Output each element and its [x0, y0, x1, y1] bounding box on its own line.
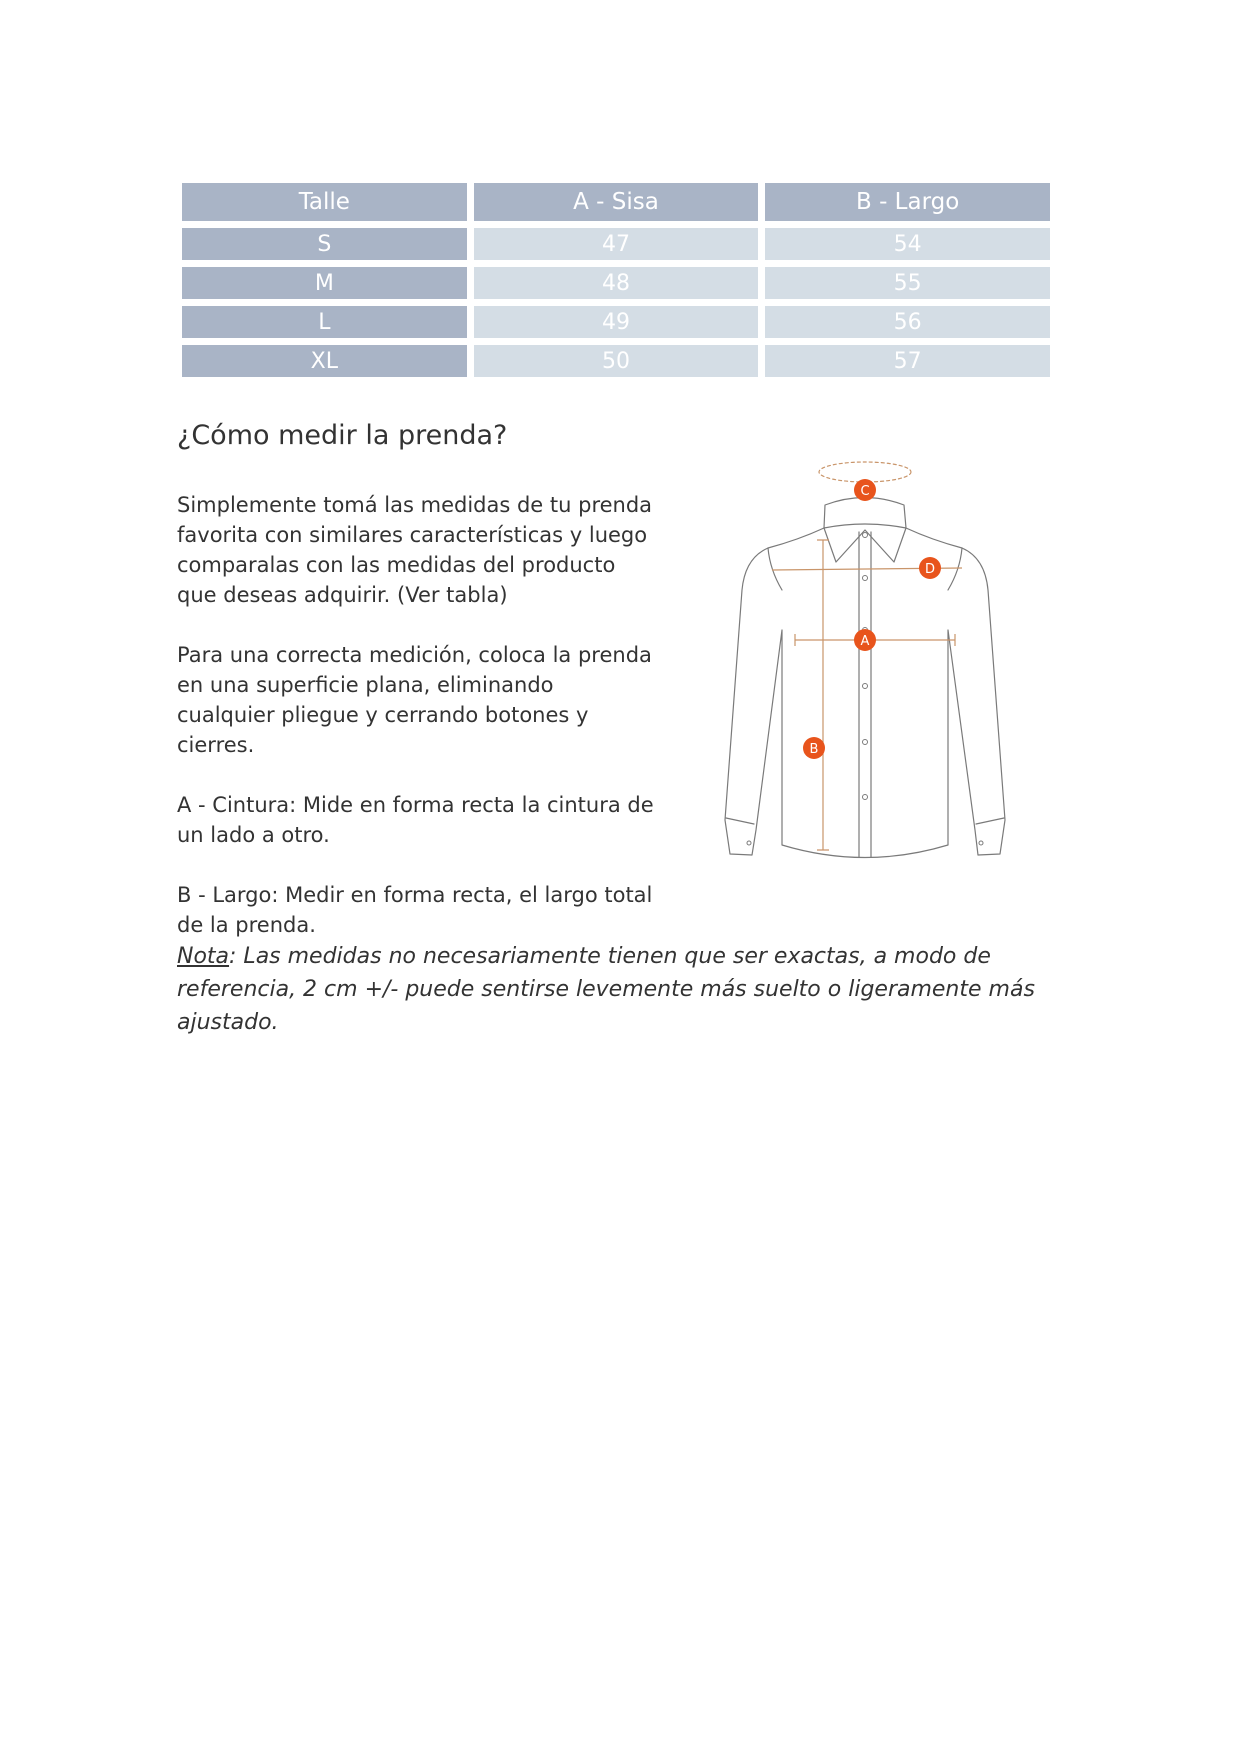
- table-row: [182, 228, 1050, 260]
- paragraph-largo: B - Largo: Medir en forma recta, el largo total de la prenda.: [177, 883, 653, 937]
- size-cell: M: [182, 267, 467, 299]
- table-header-row: [182, 183, 1050, 221]
- table-row: [182, 267, 1050, 299]
- note: [177, 940, 1067, 1039]
- instructions: [177, 490, 657, 970]
- marker-d: [919, 557, 941, 579]
- marker-b: [803, 737, 825, 759]
- largo-cell: 56: [765, 306, 1050, 338]
- size-table: [175, 176, 1057, 384]
- size-cell: XL: [182, 345, 467, 377]
- marker-c: [854, 479, 876, 501]
- size-cell: S: [182, 228, 467, 260]
- marker-a-label: A: [860, 634, 870, 649]
- paragraph-intro: Simplemente tomá las medidas de tu prenda favorita con similares características y luego comparalas con las medidas del producto que deseas adquirir. (Ver tabla): [177, 493, 653, 607]
- header-largo: B - Largo: [765, 183, 1050, 221]
- note-label: Nota: [177, 944, 230, 969]
- largo-cell: 57: [765, 345, 1050, 377]
- sisa-cell: 47: [474, 228, 759, 260]
- marker-a: [854, 629, 876, 651]
- marker-c-label: C: [860, 484, 870, 499]
- paragraph-method: Para una correcta medición, coloca la prenda en una superficie plana, eliminando cualquier pliegue y cerrando botones y cierres.: [177, 643, 652, 757]
- sisa-cell: 49: [474, 306, 759, 338]
- largo-cell: 54: [765, 228, 1050, 260]
- collar-points: [824, 528, 906, 562]
- header-sisa: A - Sisa: [474, 183, 759, 221]
- largo-cell: 55: [765, 267, 1050, 299]
- sisa-cell: 48: [474, 267, 759, 299]
- shirt-diagram: [690, 450, 1040, 910]
- note-text: : Las medidas no necesariamente tienen que ser exactas, a modo de referencia, 2 cm +/- puede sentirse levemente más suelto o ligeramente más ajustado.: [177, 944, 1035, 1035]
- table-row: [182, 306, 1050, 338]
- shirt-outline: [725, 528, 1005, 858]
- collar-band: [824, 498, 906, 529]
- sisa-cell: 50: [474, 345, 759, 377]
- right-cuff: [976, 818, 1004, 824]
- table-row: [182, 345, 1050, 377]
- largo-guide: [817, 540, 829, 850]
- left-cuff: [726, 818, 754, 824]
- marker-b-label: B: [809, 742, 819, 757]
- size-cell: L: [182, 306, 467, 338]
- paragraph-cintura: A - Cintura: Mide en forma recta la cintura de un lado a otro.: [177, 793, 654, 847]
- header-talle: Talle: [182, 183, 467, 221]
- section-heading: ¿Cómo medir la prenda?: [177, 420, 508, 451]
- marker-d-label: D: [924, 562, 936, 577]
